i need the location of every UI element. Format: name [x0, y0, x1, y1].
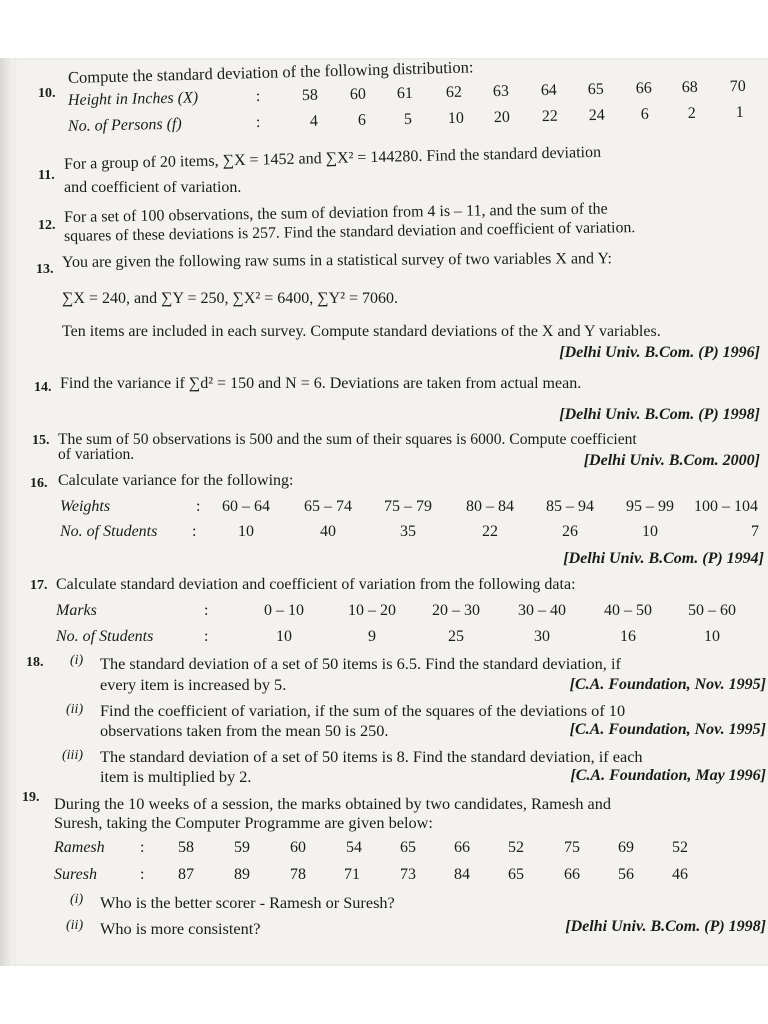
table-cell: 10 – 20 — [348, 602, 396, 619]
table-cell: 95 – 99 — [626, 498, 674, 515]
table-cell: 68 — [681, 78, 698, 97]
row-label: No. of Students — [60, 523, 158, 540]
question-12-line-1: For a set of 100 observations, the sum of deviation from 4 is – 11, and the sum of the — [63, 200, 608, 226]
table-cell: 2 — [687, 104, 696, 123]
row-label: No. of Students — [56, 628, 154, 645]
table-cell: 30 – 40 — [518, 602, 566, 619]
table-cell: 70 — [729, 77, 746, 96]
table-cell: 52 — [672, 839, 688, 856]
question-18-i-line-2: every item is increased by 5. — [100, 675, 287, 694]
table-cell: 58 — [301, 86, 319, 105]
table-cell: 75 — [564, 839, 580, 856]
row-colon: : — [192, 523, 197, 540]
row-label: Height in Inches (X) — [67, 89, 199, 109]
question-19-ii-text: Who is more consistent? — [100, 919, 261, 938]
table-cell: 62 — [445, 83, 463, 102]
question-11-number: 11. — [38, 168, 55, 183]
question-13-line-1: You are given the following raw sums in a statistical survey of two variables X and Y: — [61, 250, 613, 271]
question-12-number: 12. — [38, 218, 56, 233]
question-18-i-marker: (i) — [70, 653, 84, 668]
question-16-number: 16. — [30, 476, 48, 491]
table-cell: 69 — [618, 839, 634, 856]
table-cell: 66 — [454, 839, 470, 856]
question-15-number: 15. — [32, 433, 50, 448]
question-14-line-1: Find the variance if ∑d² = 150 and N = 6. Deviations are taken from actual mean. — [60, 375, 582, 392]
table-cell: 50 – 60 — [688, 602, 736, 619]
question-19-row-ramesh — [54, 839, 760, 861]
table-cell: 59 — [234, 839, 250, 856]
table-cell: 66 — [564, 866, 580, 883]
table-cell: 61 — [396, 84, 414, 103]
question-17-line-1: Calculate standard deviation and coefficient of variation from the following data: — [56, 576, 576, 593]
table-cell: 9 — [368, 628, 376, 645]
question-17-number: 17. — [30, 578, 48, 593]
question-17-row-marks — [56, 602, 760, 624]
question-19-line-1: During the 10 weeks of a session, the marks obtained by two candidates, Ramesh and — [54, 794, 612, 813]
row-colon: : — [196, 498, 201, 515]
question-15-line-2: of variation. — [58, 446, 135, 463]
question-13-line-3: Ten items are included in each survey. Compute standard deviations of the X and Y variables. — [62, 323, 661, 340]
question-11-line-2: and coefficient of variation. — [64, 179, 242, 196]
table-cell: 84 — [454, 866, 470, 883]
row-label: Ramesh — [54, 839, 105, 856]
question-14-reference: [Delhi Univ. B.Com. (P) 1998] — [559, 406, 760, 423]
question-19-row-suresh — [54, 866, 760, 888]
table-cell: 30 — [534, 628, 550, 645]
page-gutter-shadow — [0, 58, 14, 966]
question-10-text: Compute the standard deviation of the following distribution: — [67, 57, 474, 87]
row-colon: : — [255, 113, 261, 132]
question-16-line-1: Calculate variance for the following: — [58, 472, 294, 489]
table-cell: 65 – 74 — [304, 498, 352, 515]
question-13-number: 13. — [36, 262, 54, 277]
table-cell: 65 — [400, 839, 416, 856]
table-cell: 60 — [290, 839, 306, 856]
table-cell: 65 — [508, 866, 524, 883]
table-cell: 25 — [448, 628, 464, 645]
row-colon: : — [140, 839, 145, 856]
table-cell: 54 — [346, 839, 362, 856]
table-cell: 0 – 10 — [264, 602, 304, 619]
table-cell: 46 — [672, 866, 688, 883]
table-cell: 22 — [541, 107, 559, 126]
table-cell: 71 — [344, 866, 360, 883]
table-cell: 75 – 79 — [384, 498, 432, 515]
row-colon: : — [204, 602, 209, 619]
question-19-reference: [Delhi Univ. B.Com. (P) 1998] — [565, 918, 766, 935]
question-15-reference: [Delhi Univ. B.Com. 2000] — [583, 452, 760, 469]
table-cell: 56 — [618, 866, 634, 883]
question-15-line-1: The sum of 50 observations is 500 and the sum of their squares is 6000. Compute coefficient — [58, 431, 637, 448]
table-cell: 100 – 104 — [694, 498, 758, 515]
table-cell: 52 — [508, 839, 524, 856]
question-19-line-2: Suresh, taking the Computer Programme are given below: — [54, 813, 433, 832]
table-cell: 66 — [635, 79, 652, 98]
question-10-number: 10. — [38, 86, 56, 101]
question-18-number: 18. — [26, 655, 44, 670]
table-cell: 6 — [640, 105, 649, 123]
question-16-reference: [Delhi Univ. B.Com. (P) 1994] — [563, 550, 764, 567]
question-16-row-weights — [60, 498, 760, 520]
question-18-iii-marker: (iii) — [62, 748, 83, 763]
table-cell: 1 — [735, 103, 744, 122]
question-18-ii-line-2: observations taken from the mean 50 is 250. — [100, 721, 389, 740]
table-cell: 10 — [447, 109, 465, 128]
table-cell: 20 – 30 — [432, 602, 480, 619]
row-colon: : — [140, 866, 145, 883]
table-cell: 10 — [276, 628, 292, 645]
table-cell: 80 – 84 — [466, 498, 514, 515]
question-18-iii-line-2: item is multiplied by 2. — [100, 767, 252, 786]
row-label: Suresh — [54, 866, 97, 883]
table-cell: 10 — [238, 523, 254, 540]
table-cell: 78 — [290, 866, 306, 883]
question-18-i-reference: [C.A. Foundation, Nov. 1995] — [569, 676, 766, 693]
table-cell: 26 — [562, 523, 578, 540]
question-19-ii-marker: (ii) — [66, 918, 84, 933]
question-18-i-line-1: The standard deviation of a set of 50 items is 6.5. Find the standard deviation, if — [100, 654, 621, 673]
question-12-line-2: squares of these deviations is 257. Find the standard deviation and coefficient of variation. — [63, 219, 636, 245]
row-colon: : — [204, 628, 209, 645]
table-cell: 4 — [309, 112, 319, 130]
question-18-iii-line-1: The standard deviation of a set of 50 items is 8. Find the standard deviation, if each — [100, 747, 643, 766]
question-14-number: 14. — [34, 380, 52, 395]
question-18-ii-marker: (ii) — [66, 702, 84, 717]
question-19-number: 19. — [22, 790, 40, 805]
table-cell: 63 — [492, 82, 510, 101]
table-cell: 10 — [642, 523, 658, 540]
table-cell: 73 — [400, 866, 416, 883]
table-cell: 87 — [178, 866, 194, 883]
table-cell: 65 — [587, 80, 605, 99]
table-cell: 20 — [493, 108, 511, 127]
table-cell: 22 — [482, 523, 498, 540]
table-cell: 58 — [178, 839, 194, 856]
row-colon: : — [255, 87, 261, 106]
table-cell: 64 — [540, 81, 558, 100]
table-cell: 10 — [704, 628, 720, 645]
table-cell: 7 — [751, 523, 759, 540]
table-cell: 60 — [349, 85, 367, 104]
question-19-i-marker: (i) — [70, 892, 84, 907]
question-17-row-students — [56, 628, 760, 650]
row-label: Weights — [60, 498, 111, 515]
question-16-row-students — [60, 523, 760, 545]
table-cell: 40 — [320, 523, 336, 540]
question-13-reference: [Delhi Univ. B.Com. (P) 1996] — [559, 344, 760, 361]
table-cell: 89 — [234, 866, 250, 883]
table-cell: 40 – 50 — [604, 602, 652, 619]
table-cell: 85 – 94 — [546, 498, 594, 515]
table-cell: 35 — [400, 523, 416, 540]
question-18-ii-reference: [C.A. Foundation, Nov. 1995] — [569, 721, 766, 738]
question-11-line-1: For a group of 20 items, ∑X = 1452 and ∑X² = 144280. Find the standard deviation — [63, 143, 602, 173]
table-cell: 24 — [588, 106, 606, 125]
table-cell: 5 — [403, 110, 413, 128]
table-cell: 16 — [620, 628, 636, 645]
row-label: No. of Persons (f) — [67, 115, 182, 135]
row-label: Marks — [56, 602, 97, 619]
question-13-sums: ∑X = 240, and ∑Y = 250, ∑X² = 6400, ∑Y² = 7060. — [62, 290, 399, 307]
question-19-i-text: Who is the better scorer - Ramesh or Suresh? — [100, 893, 395, 912]
question-18-iii-reference: [C.A. Foundation, May 1996] — [570, 767, 766, 784]
question-18-ii-line-1: Find the coefficient of variation, if the sum of the squares of the deviations of 10 — [100, 701, 626, 720]
table-cell: 60 – 64 — [222, 498, 270, 515]
table-cell: 6 — [357, 111, 367, 129]
